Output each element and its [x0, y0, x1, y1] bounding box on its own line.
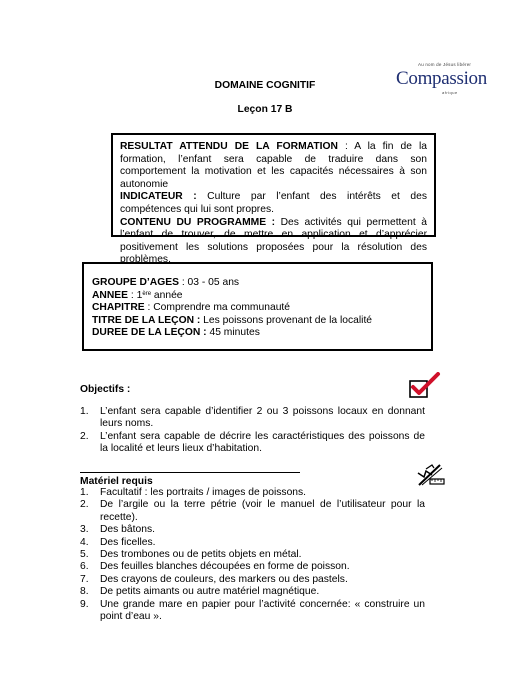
materiel-item	[80, 586, 425, 598]
chapitre-line	[92, 302, 423, 315]
materiel-items	[80, 487, 425, 623]
separator-line	[80, 472, 300, 473]
contenu-paragraph	[120, 217, 427, 267]
formation-box	[111, 133, 436, 266]
materiel-item-text: Une grande mare en papier pour l’activité concernée: « construire un point d’eau ».	[100, 598, 425, 623]
chapitre-value: : Comprendre ma communauté	[144, 302, 291, 314]
materiel-item	[80, 549, 425, 561]
materiel-item	[80, 537, 425, 549]
groupe-value: : 03 - 05 ans	[178, 277, 240, 288]
indicateur-paragraph	[120, 191, 427, 216]
resultat-label: RESULTAT ATTENDU DE LA FORMATION	[120, 141, 338, 152]
titre-line	[92, 315, 423, 328]
materiel-item	[80, 599, 425, 624]
groupe-label: GROUPE D’AGES	[92, 277, 179, 288]
objectifs-list	[80, 406, 425, 456]
materiel-item-text: Des bâtons.	[100, 524, 155, 536]
materiel-title: Matériel requis	[80, 476, 153, 487]
pencil-ruler-icon	[416, 463, 446, 489]
objectifs-item	[80, 406, 425, 431]
objectifs-item	[80, 431, 425, 456]
annee-pre: : 1	[128, 289, 143, 301]
logo-tagline-bottom: afrique	[442, 90, 458, 95]
resultat-text: : A la fin de la formation, l’enfant sera capable de traduire dans son comportement la motivation et les capacités nécessaires à son autonomie	[120, 141, 427, 190]
objectifs-item-number: 2.	[80, 430, 89, 442]
materiel-item	[80, 561, 425, 573]
materiel-item-number: 1.	[80, 487, 89, 498]
materiel-item-text: Des trombones ou de petits objets en métal.	[100, 549, 302, 561]
annee-line	[92, 290, 423, 303]
materiel-item-number: 8.	[80, 586, 89, 598]
lesson-title: Leçon 17 B	[237, 104, 293, 115]
materiel-item-number: 7.	[80, 573, 89, 585]
resultat-paragraph	[120, 141, 427, 191]
materiel-item-number: 6.	[80, 561, 89, 573]
titre-value: Les poissons provenant de la localité	[200, 314, 373, 326]
titre-label: TITRE DE LA LEÇON :	[92, 314, 201, 326]
materiel-item	[80, 574, 425, 586]
materiel-item-number: 5.	[80, 549, 89, 561]
objectifs-item-number: 1.	[80, 406, 89, 417]
annee-sup: ère	[142, 290, 152, 297]
materiel-item-number: 2.	[80, 499, 89, 511]
materiel-list	[80, 487, 425, 623]
materiel-item-text: De l’argile ou la terre pétrie (voir le manuel de l’utilisateur pour la recette).	[100, 499, 425, 523]
materiel-item-text: Des crayons de couleurs, des markers ou des pastels.	[100, 573, 348, 585]
duree-value: 45 minutes	[206, 327, 260, 339]
contenu-label: CONTENU DU PROGRAMME :	[120, 216, 276, 228]
duree-label: DUREE DE LA LEÇON :	[92, 327, 207, 339]
objectifs-title: Objectifs :	[80, 384, 131, 395]
materiel-item-number: 4.	[80, 536, 89, 548]
checkbox-check-icon	[407, 372, 441, 400]
materiel-item-number: 9.	[80, 598, 89, 610]
groupe-line	[92, 277, 423, 290]
annee-post: année	[151, 289, 183, 301]
duree-line	[92, 327, 423, 340]
materiel-item-text: Des feuilles blanches découpées en forme de poisson.	[100, 561, 350, 573]
logo-tagline-top: Au nom de Jésus libérer	[418, 62, 472, 67]
materiel-item-number: 3.	[80, 524, 89, 536]
materiel-item	[80, 524, 425, 536]
domain-title: DOMAINE COGNITIF	[214, 80, 316, 91]
lesson-info-box	[82, 262, 433, 351]
objectifs-item-text: L’enfant sera capable de décrire les caractéristiques des poissons de la localité et leurs lieux d’habitation.	[100, 430, 425, 455]
compassion-logo	[392, 62, 487, 98]
chapitre-label: CHAPITRE	[92, 302, 145, 314]
materiel-item-text: Facultatif : les portraits / images de poissons.	[100, 487, 307, 498]
materiel-item	[80, 487, 425, 499]
annee-label: ANNEE	[92, 289, 129, 301]
materiel-item	[80, 499, 425, 524]
objectifs-item-text: L’enfant sera capable d’identifier 2 ou 3 poissons locaux en donnant leurs noms.	[100, 406, 425, 430]
logo-brand: Compassion	[396, 68, 487, 89]
contenu-text: Des activités qui permettent à l’enfant de trouver, de mettre en application et d’apprécier positivement les solutions proposées pour la résolution des problèmes.	[120, 216, 427, 266]
materiel-item-text: De petits aimants ou autre matériel magnétique.	[100, 586, 320, 598]
objectifs-items	[80, 406, 425, 456]
indicateur-label: INDICATEUR :	[120, 191, 197, 203]
indicateur-text: Culture par l’enfant des intérêts et des compétences qui lui sont propres.	[120, 191, 427, 215]
materiel-item-text: Des ficelles.	[100, 536, 156, 548]
